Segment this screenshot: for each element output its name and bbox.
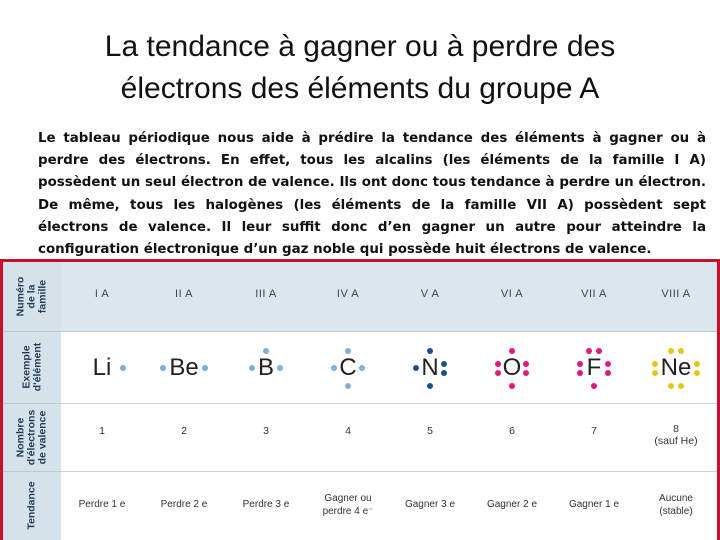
tendency-cell [225,498,307,511]
valence-electron-dot [678,383,684,389]
valence-count-cell [143,425,225,437]
valence-electron-dot [652,370,658,376]
element-symbol: N [421,354,439,381]
valence-count-cell [61,425,143,437]
valence-electron-dot [359,365,365,371]
family-number-cell: III A [255,288,277,300]
valence-electron-dot [652,361,658,367]
family-number-cell: IV A [336,288,360,300]
periodic-groups-table [0,259,720,540]
valence-count: 7 [591,425,597,437]
valence-electron-dot [413,365,419,371]
family-number-cell: I A [94,288,110,300]
element-symbol: Li [92,354,112,381]
row-divider [61,471,717,472]
valence-count: 3 [263,425,269,437]
valence-count-cell [307,425,389,437]
tendency-cell [389,498,471,511]
valence-electron-dot [441,370,447,376]
lewis-symbol [635,348,717,388]
tendency-cell [143,498,225,511]
valence-electron-dot [586,348,592,354]
tendency-text: Perdre 2 e [160,499,208,510]
valence-count-cell [225,425,307,437]
title-line-1: La tendance à gagner ou à perdre des [104,30,616,63]
valence-electron-dot [120,365,126,371]
valence-electron-dot [523,361,529,367]
valence-electron-dot [495,370,501,376]
valence-electron-dot [495,361,501,367]
valence-electron-dot [577,361,583,367]
valence-count: 5 [427,425,433,437]
valence-electron-dot [596,348,602,354]
valence-electron-dot [263,348,269,354]
valence-electron-dot [427,348,433,354]
tendency-text: Perdre 3 e [242,499,290,510]
valence-electron-dot [441,361,447,367]
tendency-cell [307,492,389,518]
valence-count: 6 [509,425,515,437]
lewis-symbol [143,348,225,388]
valence-electron-dot [577,370,583,376]
valence-electron-dot [427,383,433,389]
valence-electron-dot [591,383,597,389]
lewis-symbol [61,348,143,388]
valence-electron-dot [694,370,700,376]
tendency-text: Gagner 3 e [404,499,456,510]
valence-electron-dot [202,365,208,371]
intro-paragraph: Le tableau périodique nous aide à prédire la tendance des éléments à gagner ou à perdre des électrons. En effet, tous les alcalins (les éléments de la famille I A) possèdent un seul électron de valence. Ils ont donc tous tendance à perdre un électron. De même, tous les halogènes (les éléments de la famille VII A) possèdent sept électrons de valence. Il leur suffit donc d’en gagner un autre pour atteindre la configuration électronique d’un gaz noble qui possède huit électrons de valence. [38,131,706,258]
tendency-text: Perdre 1 e [78,499,126,510]
valence-electron-dot [678,348,684,354]
valence-count-cell [635,423,717,447]
valence-electron-dot [345,348,351,354]
family-number-cell: VI A [500,288,524,300]
valence-electron-dot [160,365,166,371]
family-number-cell: VII A [581,288,607,300]
lewis-symbol [307,348,389,388]
page-title [0,26,720,110]
tendency-cell [553,498,635,511]
valence-count-cell [553,425,635,437]
tendency-cell [635,492,717,518]
tendency-text-line2: perdre 4 e⁻ [322,506,374,517]
valence-count: 4 [345,425,351,437]
valence-electron-dot [345,383,351,389]
lewis-symbol [553,348,635,388]
valence-count-cell [389,425,471,437]
valence-count-cell [471,425,553,437]
element-symbol: Ne [660,354,692,381]
element-symbol: O [502,354,522,381]
valence-electron-dot [523,370,529,376]
lewis-symbol [471,348,553,388]
family-number-cell: II A [175,288,193,300]
title-line-2: électrons des éléments du groupe A [120,72,600,105]
row-label-example: Exemple d'élément [3,331,61,404]
lewis-symbol [389,348,471,388]
valence-electron-dot [605,370,611,376]
valence-electron-dot [668,383,674,389]
valence-count: 1 [99,425,105,437]
valence-electron-dot [605,361,611,367]
tendency-text: Gagner 1 e [568,499,620,510]
element-symbol: Be [169,354,199,381]
tendency-text: Gagner 2 e [486,499,538,510]
valence-electron-dot [668,348,674,354]
tendency-cell [61,498,143,511]
tendency-text: Gagner ou [324,493,372,504]
tendency-cell [471,498,553,511]
valence-electron-dot [331,365,337,371]
valence-electron-dot [509,348,515,354]
row-header-column [3,262,61,540]
element-symbol: F [586,354,602,381]
valence-note: (sauf He) [654,435,698,447]
tendency-text-line2: (stable) [659,506,693,517]
tendency-text: Aucune [659,493,693,504]
valence-electron-dot [277,365,283,371]
valence-count: 8 [673,423,679,435]
family-number-cell: V A [420,288,440,300]
row-label-tendency: Tendance [25,481,38,530]
valence-electron-dot [509,383,515,389]
valence-electron-dot [249,365,255,371]
row-divider [61,403,717,404]
element-symbol: C [339,354,357,381]
family-number-cell: VIII A [661,288,691,300]
lewis-symbol [225,348,307,388]
element-symbol: B [257,354,274,381]
row-label-family: Numéro de la famille [3,262,61,332]
row-label-valence: Nombre d'électrons de valence [3,403,61,472]
valence-count: 2 [181,425,187,437]
valence-electron-dot [694,361,700,367]
